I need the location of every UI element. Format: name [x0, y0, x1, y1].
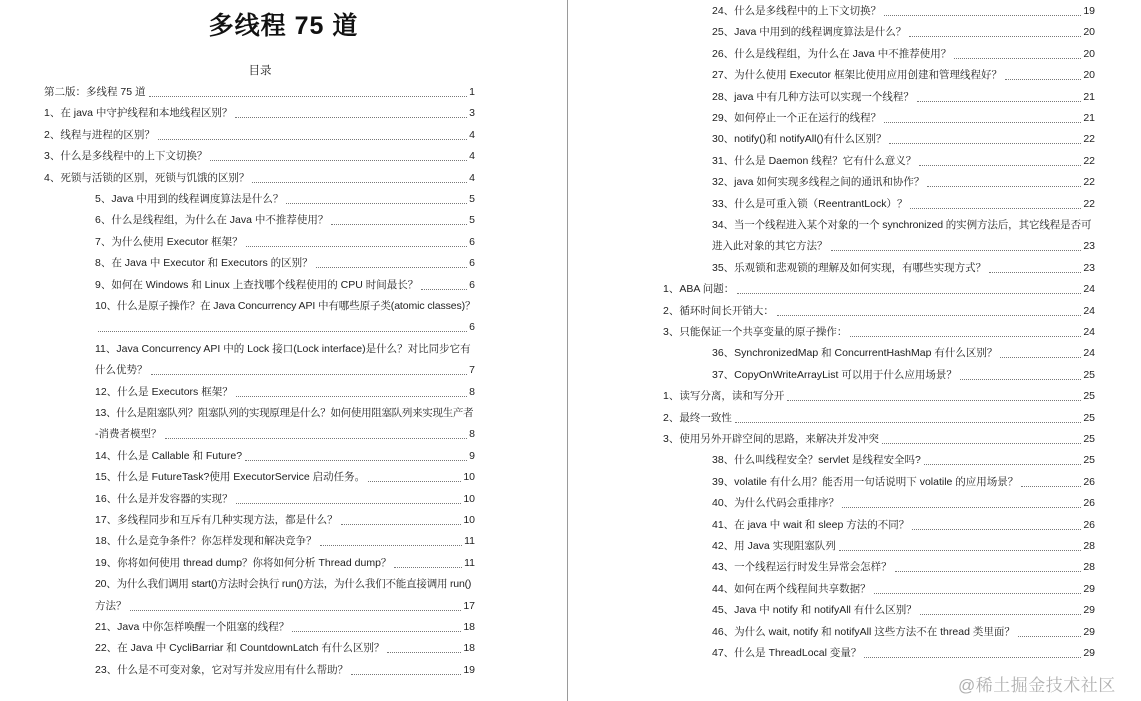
- page-number: 25: [1083, 433, 1095, 445]
- toc-entry-text: 27、为什么使用 Executor 框架比使用应用创建和管理线程好？: [712, 69, 1002, 82]
- page-number: 6: [469, 278, 475, 291]
- page-number: 19: [463, 663, 475, 676]
- toc-entry-text-continued: 方法？: [95, 599, 127, 612]
- toc-entry-text: 5、Java 中用到的线程调度算法是什么？: [95, 193, 284, 205]
- toc-entry-text: 32、java 如何实现多线程之间的通讯和协作？: [712, 176, 925, 189]
- toc-entry[interactable]: [95, 275, 475, 296]
- dot-leader: [236, 396, 467, 397]
- toc-entry[interactable]: [95, 360, 475, 381]
- toc-entry-text: 2、线程与进程的区别？: [44, 128, 155, 141]
- dot-leader: [421, 289, 467, 290]
- toc-entry[interactable]: [712, 493, 1095, 514]
- toc-heading: 目录: [248, 65, 272, 77]
- toc-entry[interactable]: [712, 600, 1095, 621]
- page-number: 10: [463, 471, 475, 484]
- page-number: 1: [469, 86, 475, 98]
- page-number: 18: [463, 642, 475, 655]
- dot-leader: [351, 674, 461, 675]
- toc-entry-text: 43、一个线程运行时发生异常会怎样？: [712, 561, 892, 574]
- toc-entry[interactable]: [712, 236, 1095, 257]
- page-number: 24: [1083, 304, 1095, 317]
- toc-entry-text: 6、什么是线程组，为什么在 Java 中不推荐使用？: [95, 214, 329, 227]
- toc-entry[interactable]: [663, 386, 1095, 407]
- toc-entry[interactable]: [95, 317, 475, 338]
- toc-entry-text: 33、什么是可重入锁（ReentrantLock）？: [712, 197, 908, 210]
- page-number: 5: [469, 214, 475, 227]
- dot-leader: [884, 15, 1081, 16]
- toc-entry[interactable]: [712, 258, 1095, 279]
- toc-entry-text: 24、什么是多线程中的上下文切换？: [712, 5, 882, 17]
- toc-entry-text: 1、在 java 中守护线程和本地线程区别？: [44, 107, 233, 120]
- page-number: 21: [1083, 90, 1095, 103]
- toc-entry[interactable]: [663, 429, 1095, 450]
- toc-entry[interactable]: [712, 194, 1095, 215]
- page-number: 4: [469, 128, 475, 141]
- toc-entry-text: 22、在 Java 中 CycliBarriar 和 CountdownLatch 有什么区别？: [95, 642, 385, 655]
- toc-entry[interactable]: [95, 617, 475, 638]
- toc-entry-text: 19、你将如何使用 thread dump？你将如何分析 Thread dump？: [95, 556, 392, 569]
- toc-entry-text: 35、乐观锁和悲观锁的理解及如何实现，有哪些实现方式？: [712, 261, 987, 274]
- toc-entry[interactable]: [663, 408, 1095, 429]
- dot-leader: [151, 374, 468, 375]
- dot-leader: [864, 657, 1081, 658]
- page-number: 26: [1083, 497, 1095, 510]
- toc-entry[interactable]: [44, 125, 475, 146]
- page-number: 24: [1083, 283, 1095, 296]
- toc-entry-text: 36、SynchronizedMap 和 ConcurrentHashMap 有什么区别？: [712, 347, 998, 360]
- dot-leader: [252, 182, 467, 183]
- toc-entry[interactable]: [95, 638, 475, 659]
- toc-entry-text: 26、什么是线程组，为什么在 Java 中不推荐使用？: [712, 47, 952, 60]
- toc-entry[interactable]: [712, 515, 1095, 536]
- dot-leader: [149, 96, 468, 97]
- dot-leader: [1018, 636, 1081, 637]
- dot-leader: [368, 481, 461, 482]
- toc-page-left: [0, 0, 567, 701]
- page-number: 29: [1083, 625, 1095, 638]
- page-number: 22: [1083, 176, 1095, 189]
- toc-entry-text: 23、什么是不可变对象，它对写并发应用有什么帮助？: [95, 663, 349, 676]
- dot-leader: [884, 122, 1081, 123]
- dot-leader: [130, 610, 462, 611]
- toc-entry[interactable]: [712, 44, 1095, 65]
- toc-entry[interactable]: [95, 660, 475, 681]
- toc-entry[interactable]: [95, 210, 475, 231]
- toc-entry-text: 9、如何在 Windows 和 Linux 上查找哪个线程使用的 CPU 时间最长？: [95, 278, 419, 291]
- page-number: 4: [469, 150, 475, 163]
- toc-entry-text: 40、为什么代码会重排序？: [712, 497, 840, 510]
- page-number: 3: [469, 107, 475, 120]
- toc-entry[interactable]: [95, 446, 475, 467]
- toc-entry-text[interactable]: 13、什么是阻塞队列？阻塞队列的实现原理是什么？如何使用阻塞队列来实现生产者: [95, 407, 474, 419]
- dot-leader: [912, 529, 1081, 530]
- toc-entry-text: 42、用 Java 实现阻塞队列: [712, 540, 836, 552]
- toc-entry[interactable]: [712, 172, 1095, 193]
- toc-entry[interactable]: [44, 168, 475, 189]
- toc-entry[interactable]: [712, 22, 1095, 43]
- toc-entry-text: 28、java 中有几种方法可以实现一个线程？: [712, 90, 914, 103]
- toc-entry[interactable]: [44, 146, 475, 167]
- toc-entry[interactable]: [95, 553, 475, 574]
- toc-entry-text: 2、循环时间长开销大：: [663, 304, 774, 317]
- page-number: 22: [1083, 197, 1095, 210]
- toc-entry[interactable]: [712, 87, 1095, 108]
- toc-entry[interactable]: [712, 129, 1095, 150]
- page-number: 5: [469, 193, 475, 205]
- page-number: 22: [1083, 133, 1095, 146]
- toc-entry-text[interactable]: 10、什么是原子操作？在 Java Concurrency API 中有哪些原子类(atomic classes)？: [95, 300, 475, 312]
- dot-leader: [777, 315, 1081, 316]
- page-number: 24: [1083, 347, 1095, 360]
- page-number: 20: [1083, 69, 1095, 82]
- toc-entry-text: 17、多线程同步和互斥有几种实现方法，都是什么？: [95, 514, 338, 526]
- page-number: 17: [463, 599, 475, 612]
- page-number: 11: [464, 535, 475, 548]
- toc-entry[interactable]: [712, 472, 1095, 493]
- toc-entry[interactable]: [712, 151, 1095, 172]
- toc-entry[interactable]: [95, 232, 475, 253]
- page-number: 26: [1083, 518, 1095, 531]
- toc-entry-text-continued: -消费者模型？: [95, 428, 162, 441]
- page-number: 11: [464, 556, 475, 569]
- dot-leader: [874, 593, 1082, 594]
- dot-leader: [842, 507, 1081, 508]
- page-number: 25: [1083, 390, 1095, 403]
- dot-leader: [919, 165, 1081, 166]
- document-title: 多线程 75 道: [208, 12, 359, 40]
- dot-leader: [895, 571, 1082, 572]
- toc-entry-text: 47、什么是 ThreadLocal 变量？: [712, 647, 862, 659]
- toc-entry[interactable]: [712, 1, 1095, 22]
- dot-leader: [98, 331, 467, 332]
- dot-leader: [737, 293, 1081, 294]
- toc-entry[interactable]: [44, 82, 475, 103]
- dot-leader: [1005, 79, 1081, 80]
- dot-leader: [889, 143, 1081, 144]
- toc-entry[interactable]: [663, 301, 1095, 322]
- page-number: 29: [1083, 582, 1095, 595]
- toc-entry[interactable]: [95, 467, 475, 488]
- toc-entry-text: 12、什么是 Executors 框架？: [95, 385, 233, 398]
- toc-entry-text: 29、如何停止一个正在运行的线程？: [712, 112, 882, 124]
- toc-entry[interactable]: [663, 279, 1095, 300]
- dot-leader: [1021, 486, 1081, 487]
- toc-entry[interactable]: [95, 382, 475, 403]
- page-number: 9: [469, 449, 475, 462]
- toc-entry[interactable]: [95, 424, 475, 445]
- dot-leader: [960, 379, 1081, 380]
- toc-entry-text: 44、如何在两个线程间共享数据？: [712, 582, 871, 595]
- toc-entry[interactable]: [95, 489, 475, 510]
- dot-leader: [910, 208, 1081, 209]
- toc-entry-text: 18、什么是竞争条件？你怎样发现和解决竞争？: [95, 535, 317, 548]
- toc-entry[interactable]: [95, 189, 475, 210]
- dot-leader: [927, 186, 1081, 187]
- dot-leader: [158, 139, 467, 140]
- toc-entry-text: 38、什么叫线程安全？servlet 是线程安全吗?: [712, 454, 921, 467]
- page-number: 8: [469, 428, 475, 441]
- page-number: 18: [463, 621, 475, 633]
- dot-leader: [236, 503, 462, 504]
- dot-leader: [316, 267, 468, 268]
- dot-leader: [850, 336, 1081, 337]
- toc-entry-text: 39、volatile 有什么用？能否用一句话说明下 volatile 的应用场景？: [712, 475, 1019, 488]
- toc-entry[interactable]: [712, 343, 1095, 364]
- toc-entry-text: 31、什么是 Daemon 线程？它有什么意义？: [712, 154, 917, 167]
- toc-page-right: [569, 0, 1141, 701]
- toc-entry[interactable]: [95, 253, 475, 274]
- dot-leader: [331, 224, 467, 225]
- toc-entry-text: 41、在 java 中 wait 和 sleep 方法的不同？: [712, 518, 910, 531]
- toc-entry-text: 15、什么是 FutureTask?使用 ExecutorService 启动任务。: [95, 471, 366, 484]
- toc-entry-text: 1、读写分离，读和写分开: [663, 390, 785, 403]
- toc-entry[interactable]: [712, 536, 1095, 557]
- toc-entry[interactable]: [712, 450, 1095, 471]
- toc-entry-text: 1、ABA 问题：: [663, 283, 735, 296]
- dot-leader: [920, 614, 1082, 615]
- page-number: 7: [469, 364, 475, 377]
- page-number: 23: [1083, 261, 1095, 274]
- toc-entry-text: 3、使用另外开辟空间的思路，来解决并发冲突: [663, 433, 879, 445]
- dot-leader: [909, 36, 1081, 37]
- toc-entry[interactable]: [712, 643, 1095, 664]
- toc-entry-text: 21、Java 中你怎样唤醒一个阻塞的线程？: [95, 621, 290, 633]
- page-number: 10: [463, 492, 475, 505]
- page-number: 25: [1083, 411, 1095, 424]
- dot-leader: [246, 246, 468, 247]
- page-number: 29: [1083, 647, 1095, 659]
- toc-entry[interactable]: [95, 531, 475, 552]
- page-number: 22: [1083, 154, 1095, 167]
- toc-entry-text: 25、Java 中用到的线程调度算法是什么？: [712, 26, 907, 39]
- toc-entry-text: 3、只能保证一个共享变量的原子操作：: [663, 326, 848, 338]
- page-number: 28: [1083, 540, 1095, 552]
- toc-entry[interactable]: [95, 596, 475, 617]
- dot-leader: [954, 58, 1081, 59]
- toc-entry-text: 8、在 Java 中 Executor 和 Executors 的区别？: [95, 257, 313, 270]
- page-number: 25: [1083, 368, 1095, 381]
- toc-entry-text: 2、最终一致性: [663, 411, 732, 424]
- page-number: 6: [469, 321, 475, 334]
- toc-entry[interactable]: [712, 622, 1095, 643]
- page-number: 26: [1083, 475, 1095, 488]
- toc-entry-text-continued: 什么优势？: [95, 364, 148, 377]
- toc-entry-text[interactable]: 11、Java Concurrency API 中的 Lock 接口(Lock interface)是什么？对比同步它有: [95, 342, 471, 355]
- toc-entry-text: 14、什么是 Callable 和 Future?: [95, 449, 243, 462]
- toc-entry[interactable]: [712, 365, 1095, 386]
- page-number: 29: [1083, 604, 1095, 617]
- dot-leader: [292, 631, 461, 632]
- toc-entry[interactable]: [95, 510, 475, 531]
- page-number: 19: [1083, 5, 1095, 17]
- dot-leader: [735, 422, 1081, 423]
- dot-leader: [989, 272, 1081, 273]
- toc-entry-text: 16、什么是并发容器的实现？: [95, 492, 233, 505]
- page-number: 4: [469, 171, 475, 184]
- page-number: 20: [1083, 47, 1095, 60]
- toc-entry-text: 37、CopyOnWriteArrayList 可以用于什么应用场景？: [712, 368, 957, 381]
- dot-leader: [882, 443, 1081, 444]
- dot-leader: [286, 203, 467, 204]
- page-number: 8: [469, 385, 475, 398]
- page-number: 24: [1083, 326, 1095, 338]
- toc-entry[interactable]: [712, 65, 1095, 86]
- page-divider: [567, 0, 568, 701]
- toc-entry-text: 4、死锁与活锁的区别，死锁与饥饿的区别？: [44, 171, 250, 184]
- dot-leader: [839, 550, 1082, 551]
- page-number: 21: [1083, 112, 1095, 124]
- page-number: 6: [469, 235, 475, 248]
- dot-leader: [320, 545, 462, 546]
- toc-entry-text: 45、Java 中 notify 和 notifyAll 有什么区别？: [712, 604, 917, 617]
- toc-entry-text-continued: 进入此对象的其它方法？: [712, 240, 828, 253]
- dot-leader: [924, 464, 1081, 465]
- watermark: @稀土掘金技术社区: [958, 676, 1116, 695]
- page-number: 20: [1083, 26, 1095, 39]
- toc-entry-text[interactable]: 20、为什么我们调用 start()方法时会执行 run()方法，为什么我们不能直接调用 run(): [95, 578, 472, 591]
- dot-leader: [1000, 357, 1081, 358]
- dot-leader: [787, 400, 1081, 401]
- page-number: 25: [1083, 454, 1095, 467]
- toc-entry-text[interactable]: 34、当一个线程进入某个对象的一个 synchronized 的实例方法后，其它线程是否可: [712, 219, 1092, 231]
- toc-entry-text: 30、notify()和 notifyAll()有什么区别？: [712, 133, 887, 146]
- toc-entry[interactable]: [44, 103, 475, 124]
- page-number: 6: [469, 257, 475, 270]
- toc-entry[interactable]: [712, 557, 1095, 578]
- dot-leader: [165, 438, 468, 439]
- toc-entry-text: 7、为什么使用 Executor 框架？: [95, 235, 243, 248]
- dot-leader: [831, 250, 1082, 251]
- toc-entry-text: 46、为什么 wait, notify 和 notifyAll 这些方法不在 thread 类里面？: [712, 625, 1015, 638]
- toc-entry[interactable]: [712, 579, 1095, 600]
- dot-leader: [235, 117, 467, 118]
- dot-leader: [245, 460, 467, 461]
- dot-leader: [210, 160, 467, 161]
- dot-leader: [917, 101, 1081, 102]
- toc-entry[interactable]: [663, 322, 1095, 343]
- page-number: 10: [463, 514, 475, 526]
- dot-leader: [387, 652, 461, 653]
- page-number: 23: [1083, 240, 1095, 253]
- toc-entry-text: 第二版：多线程 75 道: [44, 86, 146, 98]
- page-number: 28: [1083, 561, 1095, 574]
- toc-entry-text: 3、什么是多线程中的上下文切换？: [44, 150, 208, 163]
- toc-entry[interactable]: [712, 108, 1095, 129]
- dot-leader: [341, 524, 462, 525]
- dot-leader: [394, 567, 462, 568]
